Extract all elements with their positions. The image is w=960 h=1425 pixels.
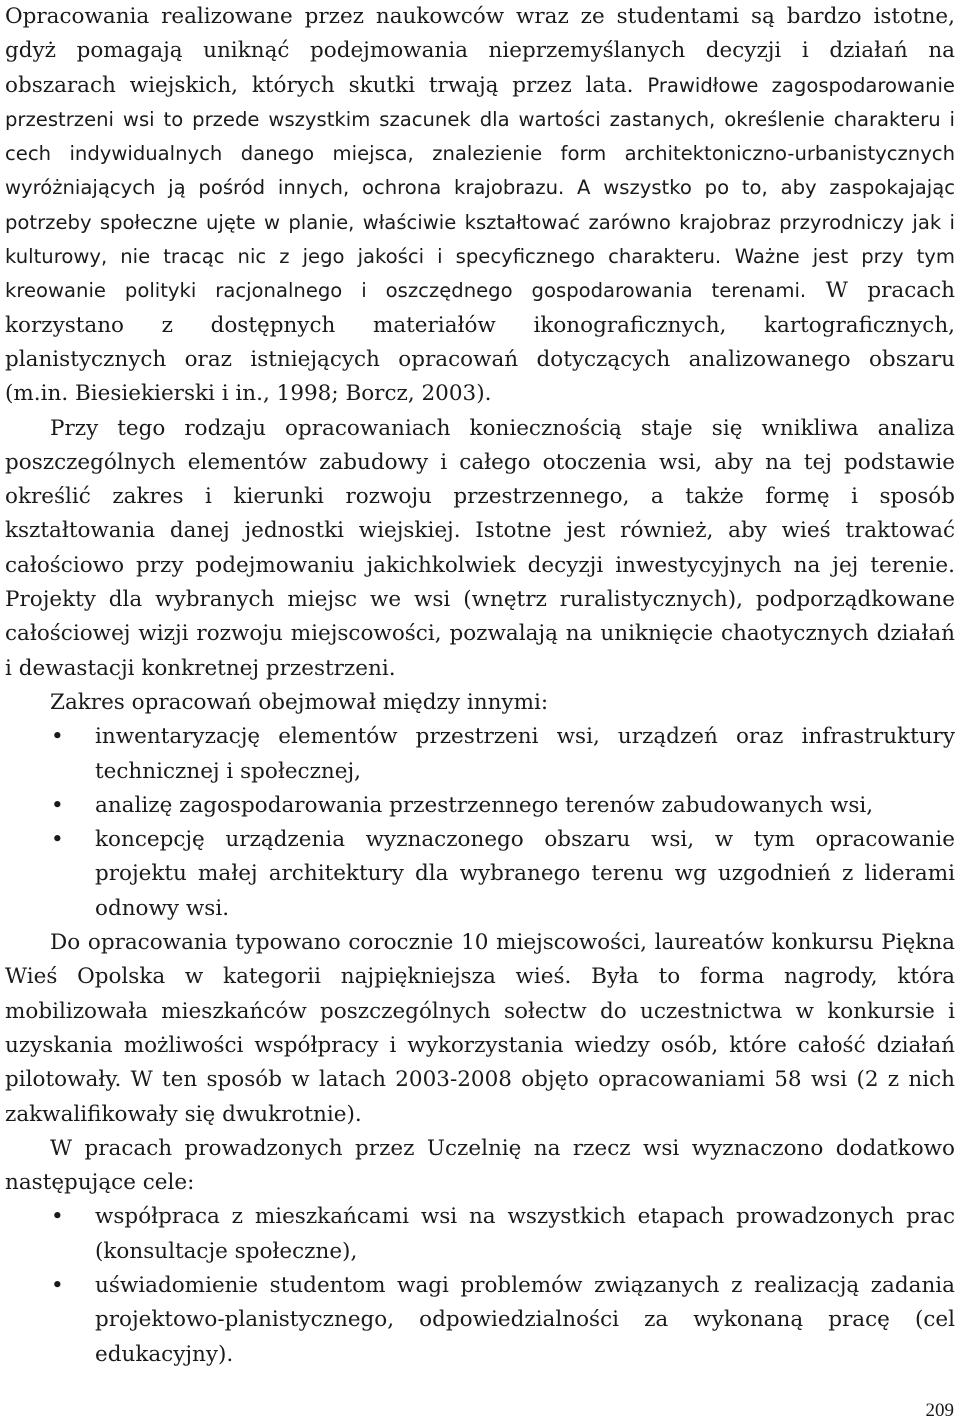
paragraph-goals-intro: W pracach prowadzonych przez Uczelnię na rzecz wsi wyznaczono dodatkowo następujące cele: xyxy=(5,1135,955,1196)
goals-list xyxy=(5,1200,955,1371)
list-item xyxy=(51,823,955,926)
paragraph-intro-part1: Opracowania realizowane przez naukowców wraz ze studentami są bardzo istotne, gdyż pomagają uniknąć podejmowania nieprzemyślanych decyzji i działań na obszarach wiejskich, których skutki trwają przez lata. xyxy=(5,4,955,98)
paragraph-competition: Do opracowania typowano corocznie 10 miejscowości, laureatów konkursu Piękna Wieś Opolska w kategorii najpiękniejsza wieś. Była to forma nagrody, która mobilizowała mieszkańców poszczególnych sołectw do uczestnictwa w konkursie i uzyskania możliwości współpracy i wykorzystania wiedzy osób, które całość działań pilotowały. W ten sposób w latach 2003-2008 objęto opracowaniami 58 wsi (2 z nich zakwalifikowały się dwukrotnie). xyxy=(5,930,955,1127)
list-item xyxy=(51,1200,955,1269)
bullet-icon: • xyxy=(51,1204,64,1230)
paragraph-intro-part4: W pracach korzystano z dostępnych materiałów ikonograficznych, kartograficznych, planistycznych oraz istniejących opracowań dotyczących analizowanego obszaru (m.in. Biesiekierski i in., 1998; Borcz, 2003). xyxy=(5,278,955,407)
bullet-icon: • xyxy=(51,1272,64,1298)
paragraph-intro-part2: Prawidłowe zagospodarowanie przestrzeni wsi to przede wszystkim szacunek dla wartości zastanych, określenie charakteru i cech indywidualnych danego miejsca, znalezienie form architektoniczno-urbanistycznych wyróżniających ją pośród innych, ochrona krajobrazu. A wszystko po to, aby zaspokajając potrzeby społeczne ujęte w planie, właściwie kształtować zarówno krajobraz przyrodniczy jak i kulturowy, nie tracąc nic z jego jakości i specyficznego charakteru. xyxy=(5,73,955,269)
list-item xyxy=(51,720,955,789)
list-item-text: współpraca z mieszkańcami wsi na wszystkich etapach prowadzonych prac (konsultacje społeczne), xyxy=(95,1204,955,1264)
list-item-text: koncepcję urządzenia wyznaczonego obszaru wsi, w tym opracowanie projektu małej architektury dla wybranego terenu wg uzgodnień z liderami odnowy wsi. xyxy=(95,827,955,921)
paragraph-intro-part3: Ważne jest przy tym kreowanie polityki racjonalnego i oszczędnego gospodarowania terenami. xyxy=(5,245,955,303)
bullet-icon: • xyxy=(51,792,64,818)
list-item-text: inwentaryzację elementów przestrzeni wsi, urządzeń oraz infrastruktury technicznej i społecznej, xyxy=(95,724,955,784)
list-item xyxy=(51,789,955,823)
list-item xyxy=(51,1269,955,1372)
bullet-icon: • xyxy=(51,724,64,750)
scope-list xyxy=(5,720,955,926)
document-page xyxy=(5,0,955,1372)
paragraph-analysis: Przy tego rodzaju opracowaniach koniecznością staje się wnikliwa analiza poszczególnych elementów zabudowy i całego otoczenia wsi, aby na tej podstawie określić zakres i kierunki rozwoju przestrzennego, a także formę i sposób kształtowania danej jednostki wiejskiej. Istotne jest również, aby wieś traktować całościowo przy podejmowaniu jakichkolwiek decyzji inwestycyjnych na jej terenie. Projekty dla wybranych miejsc we wsi (wnętrz ruralistycznych), podporządkowane całościowej wizji rozwoju miejscowości, pozwalają na uniknięcie chaotycznych działań i dewastacji konkretnej przestrzeni. xyxy=(5,415,955,681)
bullet-icon: • xyxy=(51,827,64,853)
list-item-text: uświadomienie studentom wagi problemów związanych z realizacją zadania projektowo-planistycznego, odpowiedzialności za wykonaną pracę (cel edukacyjny). xyxy=(95,1272,955,1367)
list-item-text: analizę zagospodarowania przestrzennego terenów zabudowanych wsi, xyxy=(95,792,874,818)
paragraph-intro xyxy=(5,0,955,412)
page-number: 209 xyxy=(925,1400,954,1421)
list-intro-scope: Zakres opracowań obejmował między innymi: xyxy=(50,689,549,715)
